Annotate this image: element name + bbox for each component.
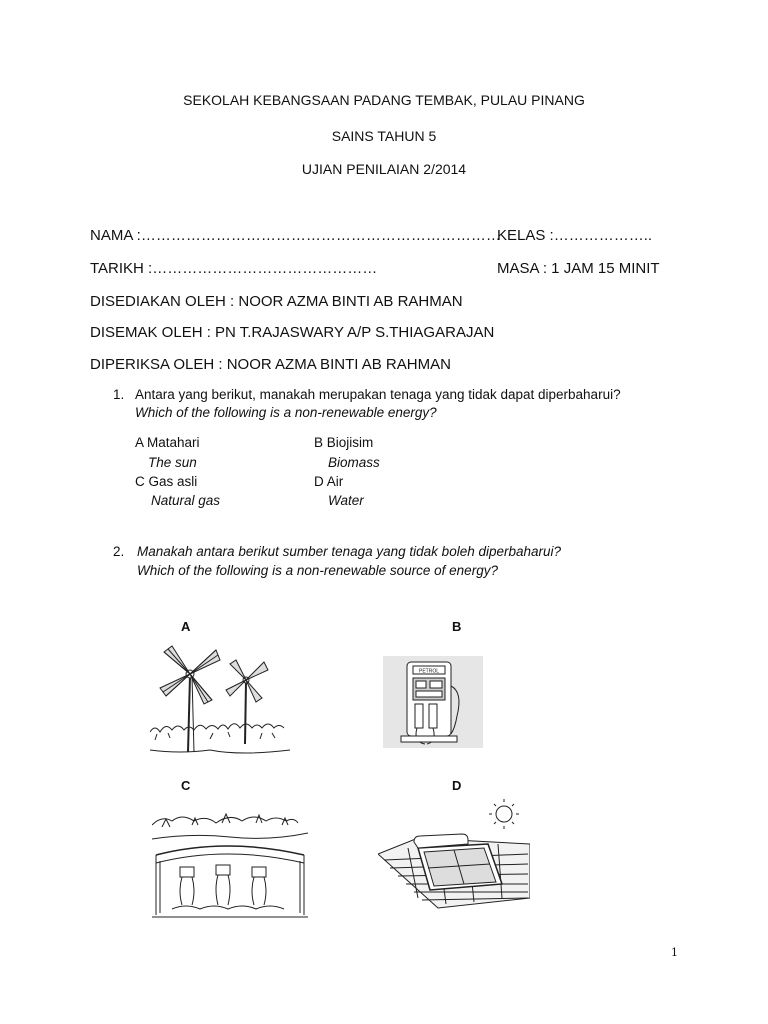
nama-field: NAMA :……………………………………………………………… (90, 227, 501, 244)
disemak-line: DISEMAK OLEH : PN T.RAJASWARY A/P S.THIAGARAJAN (90, 324, 495, 341)
q1-option-a: A Matahari (135, 435, 200, 450)
tarikh-field: TARIKH :……………………………………… (90, 260, 378, 277)
q1-option-d-en: Water (328, 493, 364, 508)
q1-option-b-en: Biomass (328, 455, 380, 470)
q1-option-c-en: Natural gas (151, 493, 221, 508)
masa-field: MASA : 1 JAM 15 MINIT (497, 260, 660, 277)
windmill-icon (150, 640, 290, 760)
school-name: SEKOLAH KEBANGSAAN PADANG TEMBAK, PULAU PINANG (183, 92, 585, 108)
q1-text-en: Which of the following is a non-renewable energy? (135, 405, 437, 420)
picture-label-a: A (181, 619, 191, 634)
picture-label-b: B (452, 619, 462, 634)
disediakan-line: DISEDIAKAN OLEH : NOOR AZMA BINTI AB RAHMAN (90, 293, 463, 310)
q1-option-d: D Air (314, 474, 344, 489)
dam-icon (152, 805, 308, 920)
q1-option-a-en: The sun (148, 455, 197, 470)
q1-option-b: B Biojisim (314, 435, 374, 450)
q1-option-c: C Gas asli (135, 474, 198, 489)
pump-label: PETROL (418, 668, 440, 675)
diperiksa-line: DIPERIKSA OLEH : NOOR AZMA BINTI AB RAHMAN (90, 356, 451, 373)
subject-title: SAINS TAHUN 5 (331, 128, 437, 144)
solar-panel-icon (378, 798, 530, 910)
picture-label-d: D (452, 778, 462, 793)
page-number: 1 (671, 946, 678, 959)
q1-text-ms: Antara yang berikut, manakah merupakan tenaga yang tidak dapat diperbaharui? (135, 387, 621, 402)
petrol-pump-icon (383, 656, 483, 748)
q2-text-en: Which of the following is a non-renewable source of energy? (137, 563, 498, 578)
exam-title: UJIAN PENILAIAN 2/2014 (301, 161, 467, 177)
q2-number: 2. (113, 544, 125, 559)
q1-number: 1. (113, 387, 125, 402)
kelas-field: KELAS :……………….. (497, 227, 653, 244)
q2-text-ms: Manakah antara berikut sumber tenaga yang tidak boleh diperbaharui? (137, 544, 562, 559)
picture-label-c: C (181, 778, 191, 793)
